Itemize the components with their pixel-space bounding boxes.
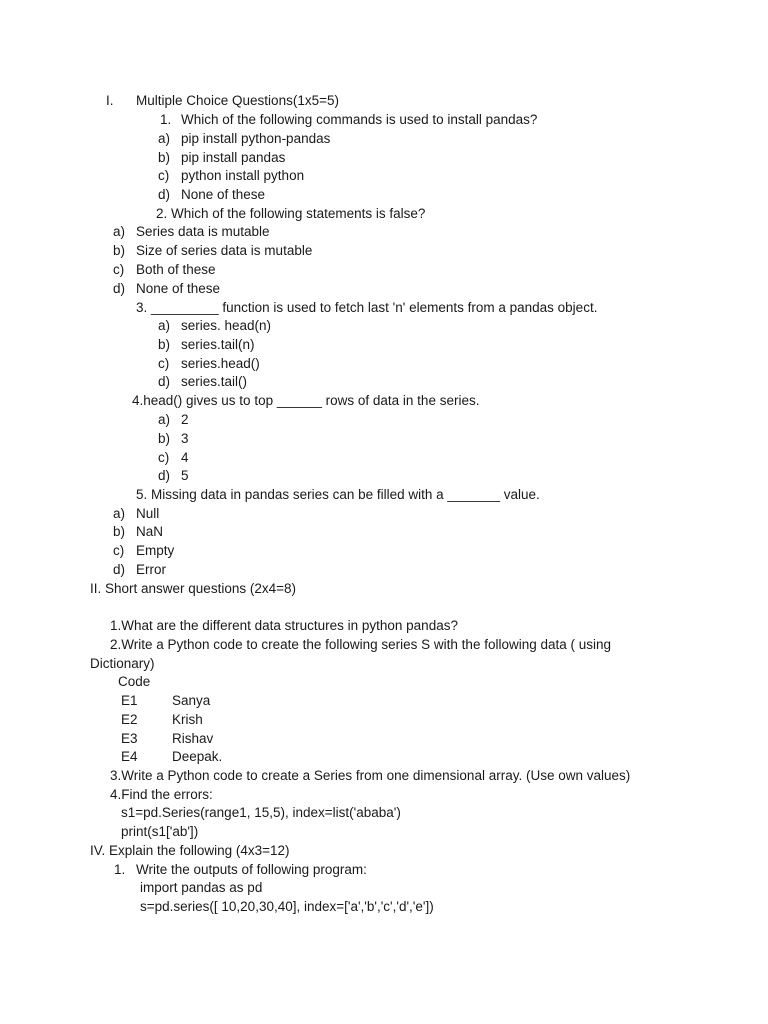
option-marker: b) bbox=[113, 524, 126, 539]
option-text: series.tail(n) bbox=[181, 337, 255, 352]
option-marker: c) bbox=[158, 450, 170, 465]
option-text: 4 bbox=[181, 450, 189, 465]
option-marker: c) bbox=[158, 356, 170, 371]
question-text-continued: Dictionary) bbox=[90, 656, 155, 671]
option-text: series. head(n) bbox=[181, 318, 272, 333]
option-marker: c) bbox=[113, 543, 125, 558]
option-text: python install python bbox=[181, 168, 305, 183]
option-text: pip install pandas bbox=[181, 150, 286, 165]
option-text: Null bbox=[136, 506, 160, 521]
option-text: 3 bbox=[181, 431, 189, 446]
table-cell-name: Deepak. bbox=[172, 749, 223, 764]
option-text: series.tail() bbox=[181, 374, 248, 389]
option-text: NaN bbox=[136, 524, 164, 539]
question-text: 2. Which of the following statements is false? bbox=[156, 206, 426, 221]
question-text: 1.What are the different data structures in python pandas? bbox=[110, 618, 458, 633]
option-text: Both of these bbox=[136, 262, 216, 277]
question-number: 1. bbox=[114, 862, 126, 877]
option-text: Error bbox=[136, 562, 166, 577]
option-text: 2 bbox=[181, 412, 189, 427]
option-marker: a) bbox=[158, 412, 171, 427]
option-marker: c) bbox=[158, 168, 170, 183]
option-marker: a) bbox=[113, 506, 126, 521]
option-text: 5 bbox=[181, 468, 189, 483]
option-marker: b) bbox=[158, 337, 171, 352]
table-cell-name: Sanya bbox=[172, 693, 211, 708]
question-text: 2.Write a Python code to create the following series S with the following data ( using bbox=[110, 637, 612, 652]
option-text: Empty bbox=[136, 543, 175, 558]
option-text: Size of series data is mutable bbox=[136, 243, 313, 258]
option-marker: d) bbox=[158, 468, 171, 483]
option-marker: d) bbox=[158, 374, 171, 389]
code-line: s1=pd.Series(range1, 15,5), index=list('ababa') bbox=[121, 805, 401, 820]
option-text: Series data is mutable bbox=[136, 224, 270, 239]
section-title: IV. Explain the following (4x3=12) bbox=[90, 843, 290, 858]
section-title: Multiple Choice Questions(1x5=5) bbox=[136, 93, 339, 108]
question-text: Which of the following commands is used to install pandas? bbox=[181, 112, 538, 127]
question-text: 4.head() gives us to top ______ rows of data in the series. bbox=[132, 393, 480, 408]
question-text: 5. Missing data in pandas series can be filled with a _______ value. bbox=[136, 487, 540, 502]
option-marker: b) bbox=[158, 150, 171, 165]
table-cell-code: E4 bbox=[121, 749, 138, 764]
table-cell-name: Krish bbox=[172, 712, 203, 727]
option-marker: d) bbox=[158, 187, 171, 202]
option-marker: d) bbox=[113, 562, 126, 577]
option-marker: c) bbox=[113, 262, 125, 277]
option-marker: d) bbox=[113, 281, 126, 296]
option-marker: a) bbox=[113, 224, 126, 239]
table-cell-code: E2 bbox=[121, 712, 138, 727]
table-cell-name: Rishav bbox=[172, 731, 214, 746]
question-text: Write the outputs of following program: bbox=[136, 862, 367, 877]
option-text: series.head() bbox=[181, 356, 260, 371]
code-line: import pandas as pd bbox=[140, 880, 263, 895]
question-text: 4.Find the errors: bbox=[110, 787, 213, 802]
table-header-code: Code bbox=[118, 674, 151, 689]
option-marker: b) bbox=[158, 431, 171, 446]
code-line: s=pd.series([ 10,20,30,40], index=['a','b','c','d','e']) bbox=[140, 899, 434, 914]
section-numeral: I. bbox=[106, 93, 114, 108]
question-text: 3.Write a Python code to create a Series from one dimensional array. (Use own values) bbox=[110, 768, 631, 783]
question-number: 1. bbox=[160, 112, 172, 127]
table-cell-code: E3 bbox=[121, 731, 138, 746]
option-marker: a) bbox=[158, 318, 171, 333]
option-text: pip install python-pandas bbox=[181, 131, 331, 146]
option-text: None of these bbox=[136, 281, 221, 296]
question-text: 3. _________ function is used to fetch last 'n' elements from a pandas object. bbox=[136, 300, 598, 315]
section-title: II. Short answer questions (2x4=8) bbox=[90, 581, 296, 596]
option-text: None of these bbox=[181, 187, 266, 202]
code-line: print(s1['ab']) bbox=[121, 824, 199, 839]
table-cell-code: E1 bbox=[121, 693, 138, 708]
option-marker: a) bbox=[158, 131, 171, 146]
option-marker: b) bbox=[113, 243, 126, 258]
